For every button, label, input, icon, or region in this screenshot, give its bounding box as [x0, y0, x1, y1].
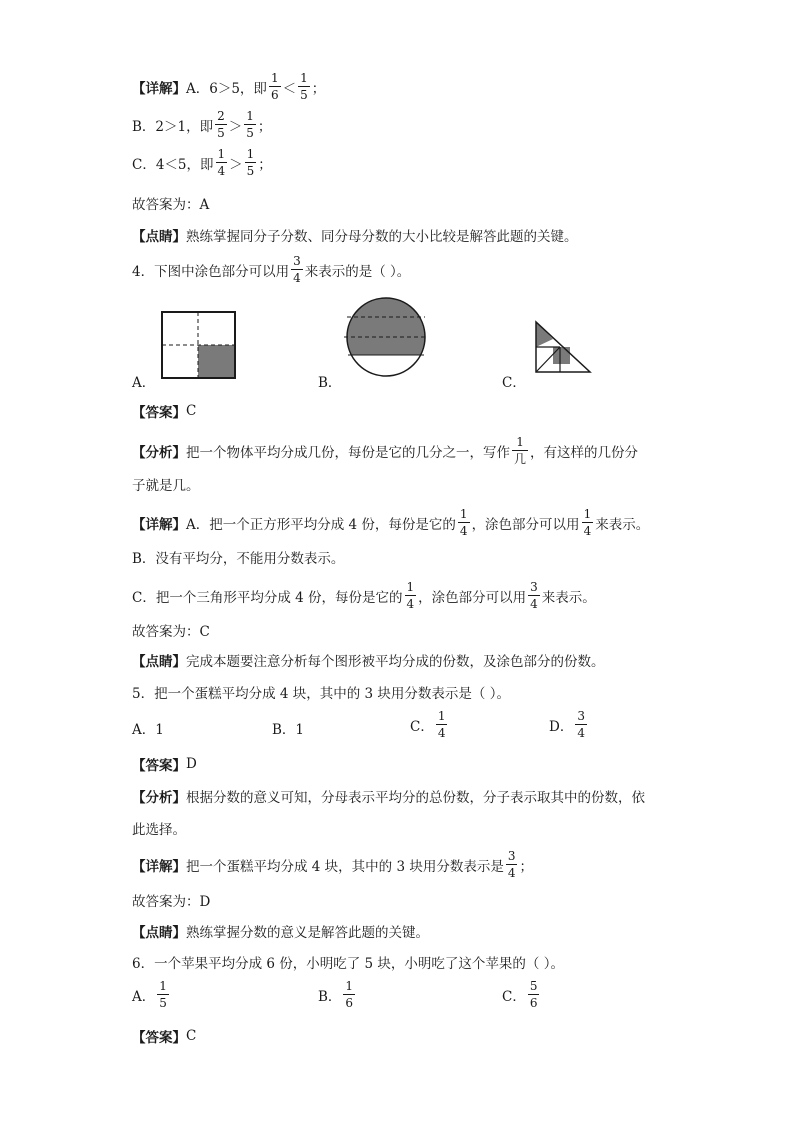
- q6-option-a: A． $\frac{1}{5}$: [132, 979, 167, 1010]
- fraction: $\frac{1}{6}$: [270, 71, 279, 102]
- q5-option-d: D． $\frac{3}{4}$: [549, 709, 585, 740]
- fraction: $\frac{1}{4}$: [406, 580, 415, 611]
- point-label: 【点睛】: [132, 229, 186, 245]
- fraction: $\frac{1}{5}$: [246, 147, 255, 178]
- q5-point: 【点睛】 熟练掌握分数的意义是解答此题的关键。: [132, 925, 429, 941]
- q5-option-c: C． $\frac{1}{4}$: [410, 709, 446, 740]
- q4-option-a: A．: [132, 375, 156, 391]
- figure-a-square: [160, 310, 238, 382]
- q5-option-a: A．1: [132, 722, 164, 738]
- fraction: $\frac{3}{4}$: [293, 254, 301, 285]
- fraction: $\frac{1}{5}$: [300, 71, 308, 102]
- q4-analysis-cont: 子就是几。: [132, 478, 200, 494]
- q4-detail-b: B．没有平均分，不能用分数表示。: [132, 551, 345, 567]
- q3-point: 【点睛】 熟练掌握同分子分数、同分母分数的大小比较是解答此题的关键。: [132, 225, 578, 245]
- fraction: $\frac{3}{4}$: [577, 709, 585, 740]
- fraction: $\frac{1}{4}$: [217, 147, 226, 178]
- fraction: $\frac{3}{4}$: [507, 849, 516, 880]
- q6-stem: 6．一个苹果平均分成 6 份，小明吃了 5 块，小明吃了这个苹果的（ ）。: [132, 956, 564, 972]
- q3-detail-c: C．4＜5，即 $\frac{1}{4}$ ＞ $\frac{1}{5}$ ；: [132, 147, 272, 178]
- q6-answer: 【答案】 C: [132, 1028, 197, 1046]
- shaded-region: [553, 347, 570, 364]
- q5-answer: 【答案】 D: [132, 756, 197, 774]
- fraction: $\frac{1}{6}$: [345, 979, 354, 1010]
- fraction: $\frac{1}{\text{几}}$: [514, 435, 527, 466]
- q5-stem: 5．把一个蛋糕平均分成 4 块，其中的 3 块用分数表示是（ ）。: [132, 686, 510, 702]
- q4-detail-a: 【详解】 A．把一个正方形平均分成 4 份，每份是它的 $\frac{1}{4}$ ，涂色部分可以用 $\frac{1}{4}$ 来表示。: [132, 507, 650, 538]
- q4-option-b: B．: [318, 375, 342, 391]
- q5-analysis: 【分析】 根据分数的意义可知，分母表示平均分的总份数，分子表示取其中的份数，依: [132, 790, 645, 806]
- shaded-region: [198, 345, 235, 378]
- fraction: $\frac{1}{4}$: [459, 507, 468, 538]
- figure-b-circle: [342, 297, 430, 379]
- fraction: $\frac{1}{4}$: [583, 507, 592, 538]
- fraction: $\frac{1}{5}$: [159, 979, 167, 1010]
- q5-detail: 【详解】 把一个蛋糕平均分成 4 块，其中的 3 块用分数表示是 $\frac{3}{4}$ ；: [132, 849, 533, 880]
- fraction: $\frac{3}{4}$: [530, 580, 538, 611]
- figure-c-triangle: [530, 320, 594, 374]
- shaded-region: [342, 297, 430, 355]
- q3-answer: 故答案为：A: [132, 197, 210, 213]
- fraction: $\frac{1}{5}$: [246, 109, 254, 140]
- q4-answer: 【答案】 C: [132, 403, 197, 421]
- fraction: $\frac{1}{4}$: [437, 709, 446, 740]
- q6-option-b: B． $\frac{1}{6}$: [318, 979, 354, 1010]
- fraction: $\frac{2}{5}$: [217, 109, 225, 140]
- q6-option-c: C． $\frac{5}{6}$: [502, 979, 538, 1010]
- q4-detail-c: C．把一个三角形平均分成 4 份，每份是它的 $\frac{1}{4}$ ，涂色部分可以用 $\frac{3}{4}$ 来表示。: [132, 580, 596, 611]
- q5-option-b: B．1: [272, 722, 305, 738]
- detail-label: 【详解】: [132, 80, 186, 97]
- q3-detail-b: B．2＞1，即 $\frac{2}{5}$ ＞ $\frac{1}{5}$ ；: [132, 109, 272, 140]
- q4-analysis: 【分析】 把一个物体平均分成几份，每份是它的几分之一，写作 $\frac{1}{\text{几}}$ ，有这样的几份分: [132, 435, 639, 466]
- q4-stem: 4．下图中涂色部分可以用 $\frac{3}{4}$ 来表示的是（ ）。: [132, 254, 411, 285]
- q5-analysis-cont: 此选择。: [132, 822, 186, 838]
- q5-final: 故答案为：D: [132, 894, 211, 910]
- fraction: $\frac{5}{6}$: [529, 979, 538, 1010]
- q4-option-c: C．: [502, 375, 526, 391]
- q4-final: 故答案为：C: [132, 624, 210, 640]
- q4-point: 【点睛】 完成本题要注意分析每个图形被平均分成的份数，及涂色部分的份数。: [132, 654, 605, 670]
- q3-detail-a: 【详解】 A．6＞5，即 $\frac{1}{6}$ ＜ $\frac{1}{5}$ ；: [132, 71, 326, 102]
